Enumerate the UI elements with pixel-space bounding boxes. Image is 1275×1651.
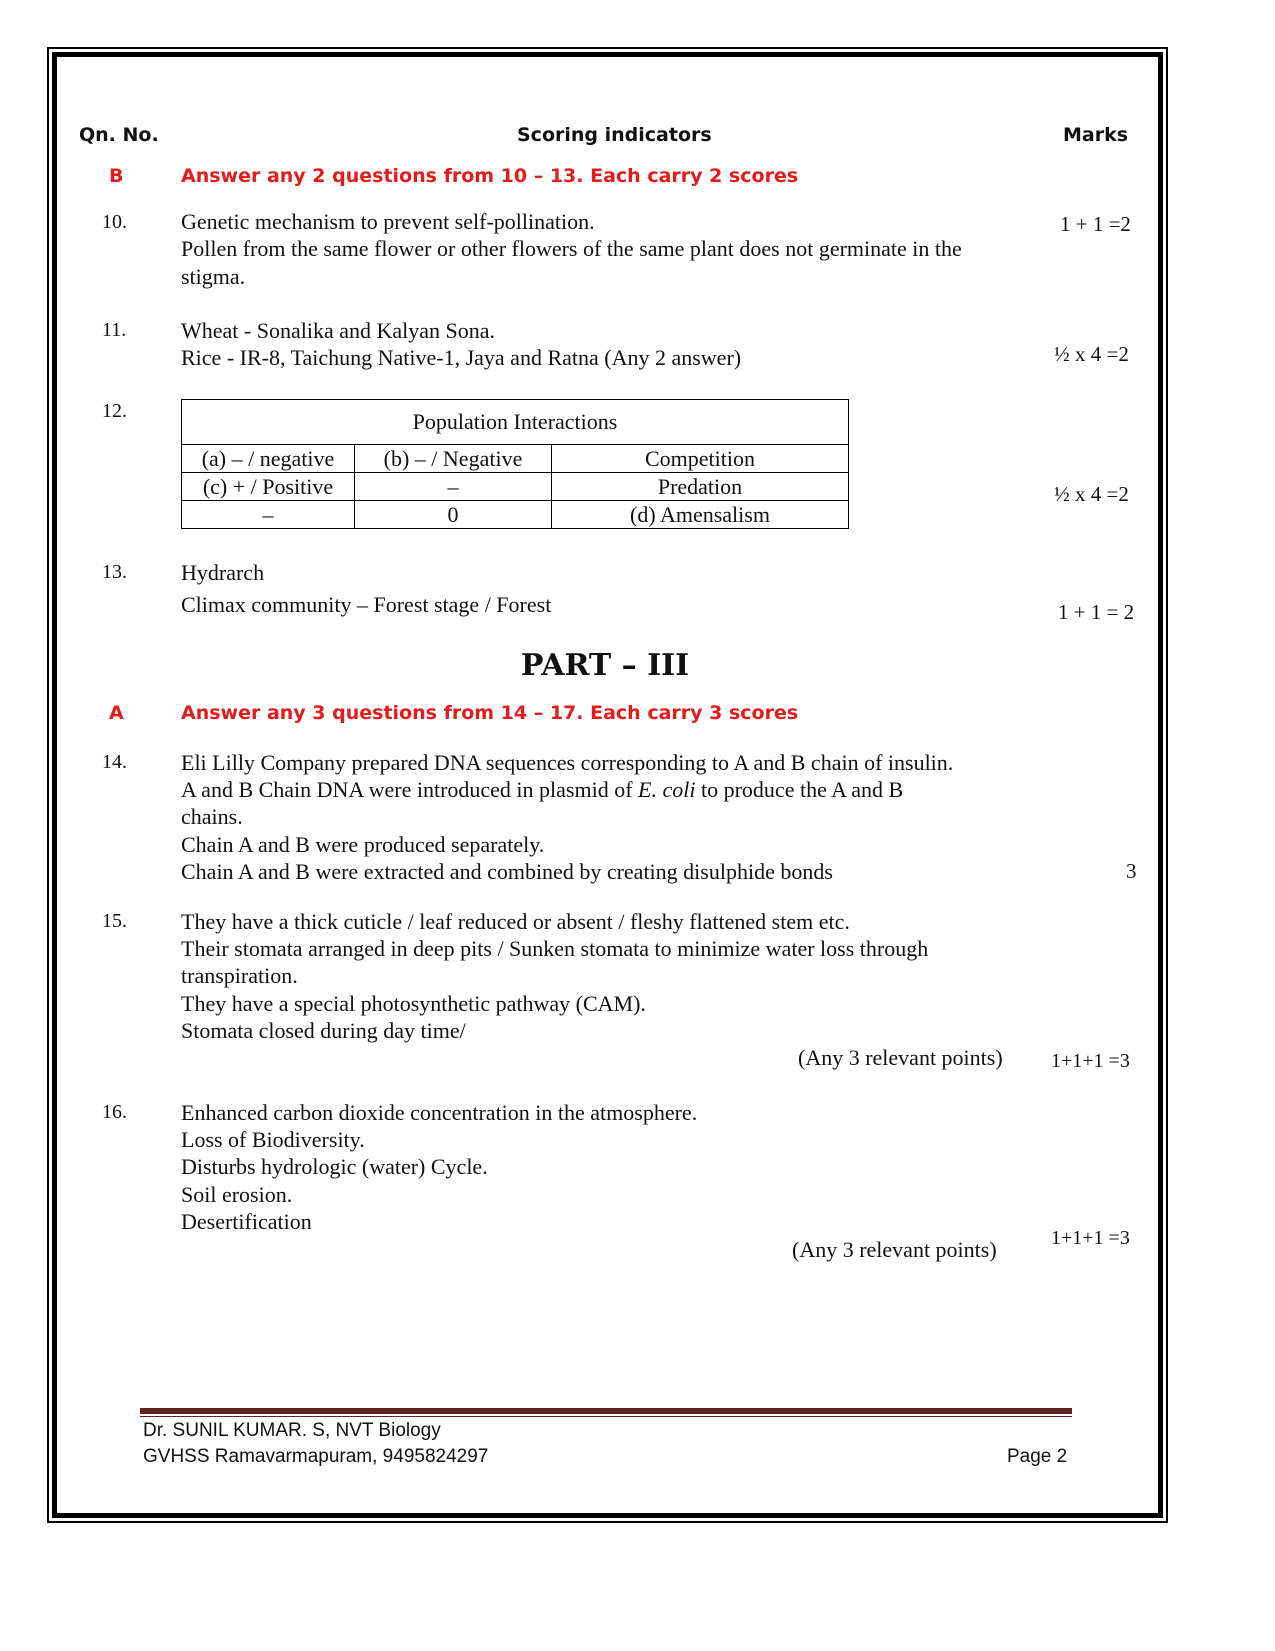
table-cell: –: [182, 501, 355, 529]
table-cell: (c) + / Positive: [182, 473, 355, 501]
table-cell: Predation: [552, 473, 849, 501]
question-number: 15.: [102, 910, 127, 932]
answer-line: Desertification: [181, 1209, 312, 1234]
table-caption: Population Interactions: [182, 400, 849, 445]
footer-rule-thin: [140, 1416, 1072, 1417]
table-cell: (a) – / negative: [182, 445, 355, 473]
answer-line: Climax community – Forest stage / Forest: [181, 592, 552, 617]
answer-line: Eli Lilly Company prepared DNA sequences corresponding to A and B chain of insulin.: [181, 750, 954, 775]
section-a-instruction: Answer any 3 questions from 14 – 17. Each carry 3 scores: [181, 702, 799, 724]
question-number: 16.: [102, 1101, 127, 1123]
species-name: E. coli: [638, 777, 696, 802]
table-cell: –: [355, 473, 552, 501]
answer-line: stigma.: [181, 264, 246, 289]
header-qn: Qn. No.: [79, 124, 159, 146]
table-row: [182, 445, 849, 473]
table-cell: (b) – / Negative: [355, 445, 552, 473]
answer-line: Hydrarch: [181, 560, 265, 585]
answer-line: Disturbs hydrologic (water) Cycle.: [181, 1154, 488, 1179]
question-number: 14.: [102, 751, 127, 773]
question-number: 13.: [102, 561, 127, 583]
footer-school: GVHSS Ramavarmapuram, 9495824297: [143, 1446, 489, 1467]
answer-line: Soil erosion.: [181, 1182, 293, 1207]
table-cell: 0: [355, 501, 552, 529]
table-cell: (d) Amensalism: [552, 501, 849, 529]
answer-line: [181, 776, 903, 803]
answer-text: to produce the A and B: [695, 777, 904, 802]
answer-line: They have a thick cuticle / leaf reduced or absent / fleshy flattened stem etc.: [181, 909, 850, 934]
section-b-instruction: Answer any 2 questions from 10 – 13. Each carry 2 scores: [181, 165, 799, 187]
footer-author: Dr. SUNIL KUMAR. S, NVT Biology: [143, 1420, 441, 1441]
marks: 3: [1126, 859, 1137, 883]
marks: 1+1+1 =3: [1051, 1050, 1130, 1072]
answer-line: Pollen from the same flower or other flowers of the same plant does not germinate in the: [181, 236, 962, 261]
table-row: [182, 501, 849, 529]
question-number: 11.: [102, 319, 127, 341]
answer-line: chains.: [181, 804, 243, 829]
table-row: [182, 473, 849, 501]
answer-line: transpiration.: [181, 963, 298, 988]
answer-line: Chain A and B were extracted and combined by creating disulphide bonds: [181, 859, 833, 884]
question-number: 10.: [102, 211, 127, 233]
answer-line: Chain A and B were produced separately.: [181, 832, 545, 857]
answer-line: Enhanced carbon dioxide concentration in the atmosphere.: [181, 1100, 698, 1125]
table-cell: Competition: [552, 445, 849, 473]
answer-note: (Any 3 relevant points): [798, 1045, 1003, 1070]
marks: 1 + 1 = 2: [1058, 600, 1135, 624]
answer-line: Genetic mechanism to prevent self-pollination.: [181, 209, 595, 234]
answer-text: A and B Chain DNA were introduced in plasmid of: [181, 777, 639, 802]
marks: ½ x 4 =2: [1054, 342, 1129, 366]
marks: 1+1+1 =3: [1051, 1227, 1130, 1249]
question-number: 12.: [102, 400, 127, 422]
section-letter-b: B: [109, 165, 124, 187]
population-interactions-table: [181, 399, 849, 529]
answer-line: Rice - IR-8, Taichung Native-1, Jaya and Ratna (Any 2 answer): [181, 345, 742, 370]
part-heading: PART – III: [520, 648, 690, 683]
footer-rule-thick: [140, 1408, 1072, 1414]
answer-line: They have a special photosynthetic pathway (CAM).: [181, 991, 646, 1016]
answer-line: Their stomata arranged in deep pits / Sunken stomata to minimize water loss through: [181, 936, 929, 961]
header-marks: Marks: [1063, 124, 1129, 146]
marks: 1 + 1 =2: [1060, 212, 1131, 236]
answer-line: Loss of Biodiversity.: [181, 1127, 365, 1152]
header-scoring: Scoring indicators: [517, 124, 712, 146]
answer-line: Wheat - Sonalika and Kalyan Sona.: [181, 318, 496, 343]
answer-note: (Any 3 relevant points): [792, 1237, 997, 1262]
answer-line: Stomata closed during day time/: [181, 1018, 466, 1043]
marks: ½ x 4 =2: [1054, 482, 1129, 506]
page-number: Page 2: [1007, 1446, 1068, 1467]
section-letter-a: A: [109, 702, 124, 724]
